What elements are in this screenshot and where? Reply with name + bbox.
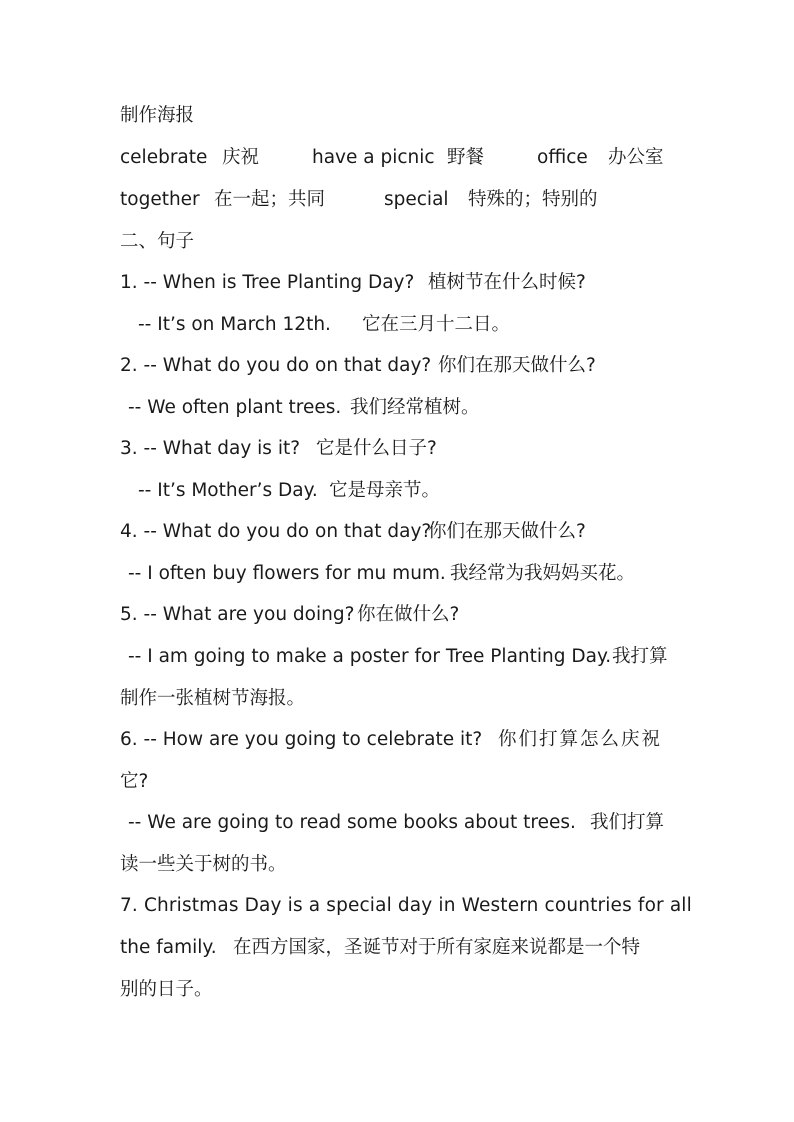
vocab-en: special [384,189,449,210]
vocab-en: celebrate [120,147,208,168]
sentence-translation: 我打算 [612,646,668,667]
vocab-en: office [537,147,588,168]
sentence-translation: 植树节在什么时候? [428,272,586,293]
sentence-translation: 在西方国家，圣诞节对于所有家庭来说都是一个特 [233,937,641,958]
sentence-question: 2. -- What do you do on that day? [120,355,432,376]
vocab-zh: 办公室 [608,147,664,168]
sentence-translation: 别的日子。 [120,979,213,1000]
sentence-translation: 我们打算 [590,812,665,833]
vocab-zh: 特殊的；特别的 [468,189,598,210]
sentence-answer: -- I am going to make a poster for Tree Planting Day. [128,646,612,667]
sentence-translation: 制作一张植树节海报。 [120,688,306,709]
section-title: 二、句子 [120,231,195,252]
sentence-answer: -- It’s on March 12th. [138,314,331,335]
sentence-statement: 7. Christmas Day is a special day in Western countries for all [120,895,692,916]
sentence-translation: 你们在那天做什么? [428,521,586,542]
sentence-translation: 你们在那天做什么? [438,355,596,376]
header-fragment: 制作海报 [120,105,195,126]
sentence-translation: 你在做什么? [357,604,460,625]
sentence-answer: -- I often buy flowers for mu mum. [128,563,446,584]
vocab-zh: 野餐 [447,147,485,168]
sentence-statement: the family. [120,937,217,958]
sentence-translation: 你们打算怎么庆祝 [498,729,663,750]
vocab-zh: 在一起；共同 [214,189,326,210]
sentence-question: 6. -- How are you going to celebrate it? [120,729,483,750]
sentence-question: 4. -- What do you do on that day? [120,521,432,542]
sentence-question: 1. -- When is Tree Planting Day? [120,272,415,293]
sentence-translation: 我们经常植树。 [350,397,480,418]
sentence-translation: 它是什么日子? [316,438,437,459]
sentence-answer: -- We are going to read some books about trees. [128,812,576,833]
sentence-question: 3. -- What day is it? [120,438,301,459]
vocab-zh: 庆祝 [222,147,260,168]
sentence-translation: 读一些关于树的书。 [120,854,287,875]
sentence-translation: 我经常为我妈妈买花。 [450,563,636,584]
sentence-question: 5. -- What are you doing? [120,604,355,625]
sentence-translation: 它是母亲节。 [329,480,441,501]
vocab-en: have a picnic [312,147,435,168]
vocab-en: together [120,189,200,210]
sentence-translation: 它? [120,771,149,792]
sentence-translation: 它在三月十二日。 [362,314,511,335]
sentence-answer: -- We often plant trees. [128,397,342,418]
sentence-answer: -- It’s Mother’s Day. [138,480,318,501]
